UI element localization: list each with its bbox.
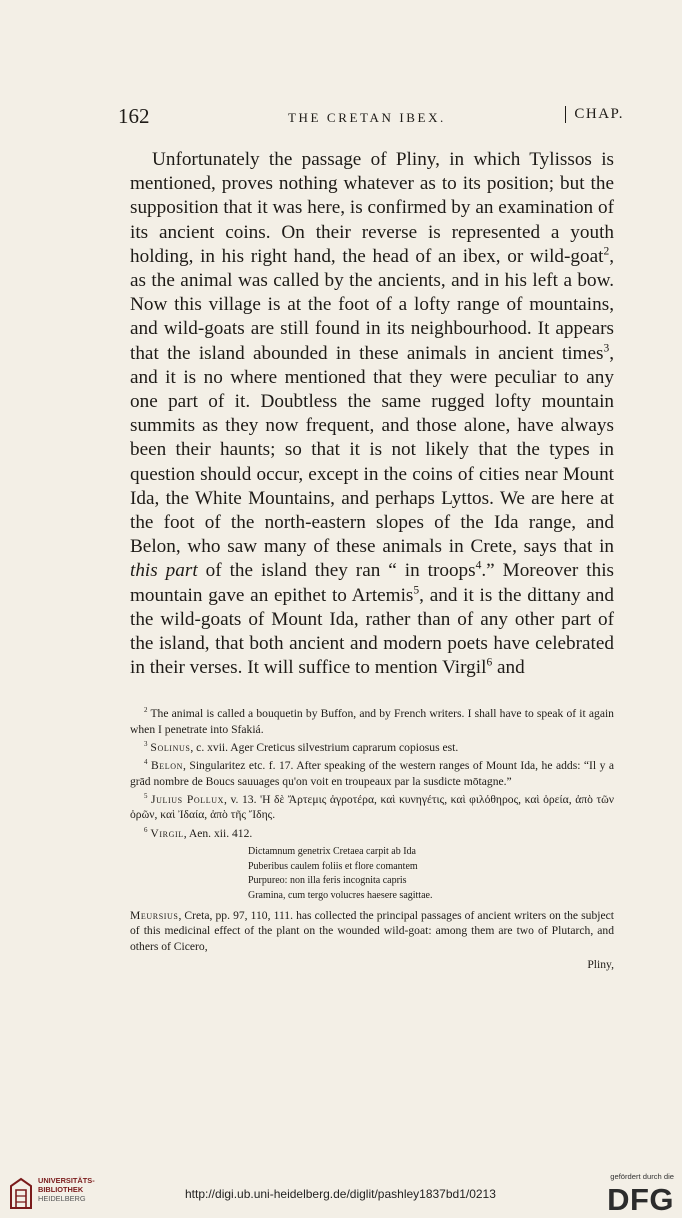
text-run: and [492, 657, 525, 679]
digitization-footer [0, 1166, 682, 1217]
library-line: HEIDELBERG [38, 1193, 86, 1203]
footnote-author: Virgil [150, 826, 184, 840]
footnote-3 [130, 740, 614, 756]
footnote-text: , Creta, pp. 97, 110, 111. has collected the principal passages of ancient writers on the subject of this medicinal effect of the plant on the wounded wild-goat: among them are two of Plutarch, and others of Cicero, [130, 908, 614, 953]
text-run: .” Moreover this mountain gave an epithet to Artemis [130, 560, 614, 606]
footnote-mark: 6 [144, 825, 148, 834]
footnote-2 [130, 706, 614, 737]
body-paragraph [130, 148, 614, 680]
source-url[interactable]: http://digi.ub.uni-heidelberg.de/diglit/pashley1837bd1/0213 [185, 1187, 496, 1201]
text-run: , and it is the dittany and the wild-goats of Mount Ida, rather than of any other part of the island, that both ancient and modern poets have celebrated in their verses. It will suffice to mention Virgil [130, 584, 614, 679]
footnote-6 [130, 826, 614, 842]
italic-phrase: this part [130, 560, 198, 582]
verse-line: Purpureo: non illa feris incognita capris [248, 875, 407, 887]
verse-line: Puberibus caulem foliis et flore comantem [248, 860, 418, 872]
footnote-text: The animal is called a bouquetin by Buffon, and by French writers. I shall have to speak of it again when I penetrate into Sfakiá. [130, 707, 614, 736]
footnote-ref: 5 [413, 584, 420, 597]
footnote-text: , Singularitez etc. f. 17. After speaking of the western ranges of Mount Ida, he adds: “Il y a grād nombre de Boucs sauuages qu'on voit en troupeaux par la susdicte mōtagne.” [130, 758, 614, 788]
footnote-5 [130, 792, 614, 823]
footnote-mark: 2 [144, 706, 148, 715]
page-header [118, 104, 624, 134]
footnote-author: Belon [150, 758, 184, 772]
catchword [130, 957, 614, 973]
text-run: , as the animal was called by the ancients, and in his left a bow. Now this village is at the foot of a lofty range of mountains, and wild-goats are still found in its neighbourhood. It appears that the island abounded in these animals in ancient times [130, 245, 614, 364]
dfg-wordmark: DFG [607, 1182, 674, 1217]
chapter-label: CHAP. [565, 106, 624, 123]
footnote-ref: 2 [603, 245, 610, 258]
library-line: UNIVERSITÄTS- [38, 1176, 95, 1185]
footnote-text: , Aen. xii. 412. [183, 826, 253, 840]
footnote-meursius [130, 908, 614, 955]
footnote-mark: 3 [144, 739, 148, 748]
library-emblem-icon [8, 1176, 34, 1210]
text-run: of the island they ran “ in troops [197, 560, 476, 582]
dfg-logo[interactable] [598, 1172, 674, 1217]
running-title: THE CRETAN IBEX. [288, 110, 446, 125]
footnotes [130, 706, 614, 975]
verse-line: Dictamnum genetrix Cretaea carpit ab Ida [248, 846, 416, 858]
footnote-author: Solinus [150, 740, 191, 754]
page-number: 162 [118, 104, 150, 128]
footnote-text: , v. 13. 'Η δὲ Ἄρτεμις ἀγροτέρα, καὶ κυνηγέτις, καὶ φιλόθηρος, καὶ ὀρεία, ἀπὸ τῶν ὀρῶν, καὶ Ἰδαία, ἀπὸ τῆς Ἴδης. [130, 792, 614, 822]
footnote-author: Meursius [130, 908, 179, 922]
footnote-ref: 4 [475, 560, 482, 573]
verse-line: Gramina, cum tergo volucres haesere sagittae. [248, 889, 433, 901]
catchword-text: Pliny, [587, 957, 614, 971]
footnote-author: Julius Pollux [151, 792, 225, 806]
footnote-4 [130, 758, 614, 789]
latin-verse [248, 845, 614, 903]
text-run: , and it is no where mentioned that they were peculiar to any one part of it. Doubtless the same rugged lofty mountain summits as they now frequent, and those alone, have always been their haunts; so that it is not likely that the types in question should occur, except in the coins of cities near Mount Ida, the White Mountains, and perhaps Lyttos. We are here at the foot of the north-eastern slopes of the Ida range, and Belon, who saw many of these animals in Crete, says that in [130, 342, 614, 558]
footnote-mark: 5 [144, 791, 148, 800]
funded-by-label: gefördert durch die [610, 1172, 674, 1181]
footnote-ref: 3 [603, 342, 610, 355]
library-name [38, 1177, 95, 1203]
text-run: Unfortunately the passage of Pliny, in which Tylissos is mentioned, proves nothing whatever as to its position; but the supposition that it was here, is confirmed by an examination of its ancient coins. On their reverse is represented a youth holding, in his right hand, the head of an ibex, or wild-goat [130, 149, 614, 267]
footnote-text: , c. xvii. Ager Creticus silvestrium caprarum copiosus est. [190, 740, 459, 754]
library-line: BIBLIOTHEK [38, 1184, 84, 1194]
library-logo[interactable] [8, 1176, 102, 1214]
footnote-mark: 4 [144, 758, 148, 767]
footnote-ref: 6 [486, 656, 493, 669]
main-text [130, 148, 614, 680]
